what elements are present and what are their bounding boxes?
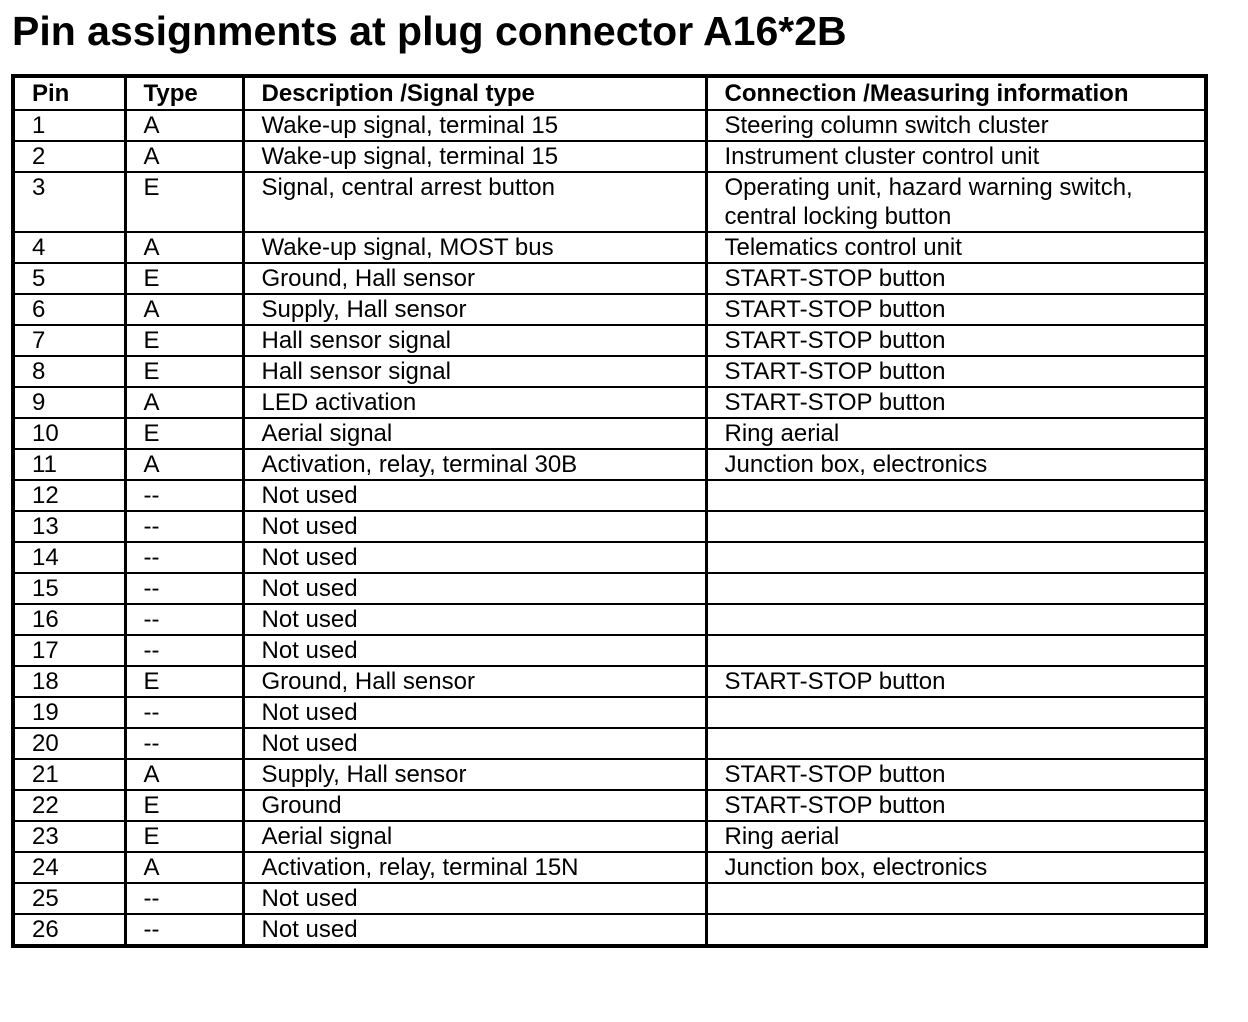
type-cell: A [125, 141, 243, 172]
description-cell: LED activation [243, 387, 706, 418]
description-cell: Supply, Hall sensor [243, 759, 706, 790]
pin-cell: 23 [13, 821, 125, 852]
description-cell: Supply, Hall sensor [243, 294, 706, 325]
pin-cell: 18 [13, 666, 125, 697]
table-row [13, 480, 1206, 511]
connection-cell: Operating unit, hazard warning switch, central locking button [706, 172, 1206, 232]
type-cell: E [125, 263, 243, 294]
table-row [13, 604, 1206, 635]
table-row [13, 294, 1206, 325]
description-cell: Activation, relay, terminal 30B [243, 449, 706, 480]
pin-cell: 12 [13, 480, 125, 511]
description-cell: Not used [243, 728, 706, 759]
pin-cell: 13 [13, 511, 125, 542]
connection-cell [706, 883, 1206, 914]
description-cell: Ground [243, 790, 706, 821]
table-row [13, 759, 1206, 790]
pin-cell: 22 [13, 790, 125, 821]
pin-cell: 11 [13, 449, 125, 480]
pin-cell: 1 [13, 110, 125, 141]
table-row [13, 511, 1206, 542]
connection-cell [706, 480, 1206, 511]
table-row [13, 883, 1206, 914]
pin-cell: 2 [13, 141, 125, 172]
table-row [13, 110, 1206, 141]
pin-cell: 20 [13, 728, 125, 759]
type-cell: E [125, 172, 243, 232]
table-row [13, 263, 1206, 294]
pin-cell: 8 [13, 356, 125, 387]
connection-cell: START-STOP button [706, 263, 1206, 294]
type-cell: A [125, 294, 243, 325]
description-cell: Not used [243, 883, 706, 914]
table-row [13, 449, 1206, 480]
header-description: Description /Signal type [243, 76, 706, 110]
connection-cell: START-STOP button [706, 759, 1206, 790]
pin-cell: 19 [13, 697, 125, 728]
table-row [13, 573, 1206, 604]
description-cell: Wake-up signal, MOST bus [243, 232, 706, 263]
pin-cell: 25 [13, 883, 125, 914]
table-row [13, 542, 1206, 573]
connection-cell: START-STOP button [706, 666, 1206, 697]
type-cell: E [125, 418, 243, 449]
type-cell: -- [125, 511, 243, 542]
connection-cell [706, 542, 1206, 573]
table-row [13, 666, 1206, 697]
type-cell: A [125, 759, 243, 790]
table-row [13, 852, 1206, 883]
description-cell: Not used [243, 480, 706, 511]
description-cell: Signal, central arrest button [243, 172, 706, 232]
connection-cell [706, 697, 1206, 728]
connection-cell: START-STOP button [706, 294, 1206, 325]
type-cell: A [125, 852, 243, 883]
description-cell: Ground, Hall sensor [243, 263, 706, 294]
table-row [13, 914, 1206, 946]
connection-cell [706, 604, 1206, 635]
header-pin: Pin [13, 76, 125, 110]
pin-cell: 4 [13, 232, 125, 263]
connection-cell [706, 573, 1206, 604]
type-cell: -- [125, 573, 243, 604]
table-row [13, 172, 1206, 232]
description-cell: Activation, relay, terminal 15N [243, 852, 706, 883]
table-row [13, 418, 1206, 449]
type-cell: A [125, 110, 243, 141]
type-cell: -- [125, 542, 243, 573]
description-cell: Aerial signal [243, 821, 706, 852]
pin-assignment-table [11, 74, 1208, 948]
type-cell: A [125, 387, 243, 418]
type-cell: E [125, 666, 243, 697]
table-header-row [13, 76, 1206, 110]
pin-cell: 17 [13, 635, 125, 666]
description-cell: Not used [243, 604, 706, 635]
type-cell: E [125, 356, 243, 387]
page-title: Pin assignments at plug connector A16*2B [12, 8, 847, 54]
description-cell: Hall sensor signal [243, 325, 706, 356]
pin-cell: 10 [13, 418, 125, 449]
table-row [13, 387, 1206, 418]
connection-cell: START-STOP button [706, 325, 1206, 356]
pin-cell: 5 [13, 263, 125, 294]
table-row [13, 356, 1206, 387]
description-cell: Wake-up signal, terminal 15 [243, 110, 706, 141]
pin-cell: 24 [13, 852, 125, 883]
pin-cell: 26 [13, 914, 125, 946]
type-cell: -- [125, 914, 243, 946]
connection-cell [706, 914, 1206, 946]
header-type: Type [125, 76, 243, 110]
pin-cell: 6 [13, 294, 125, 325]
type-cell: -- [125, 604, 243, 635]
type-cell: -- [125, 697, 243, 728]
table-row [13, 790, 1206, 821]
description-cell: Not used [243, 635, 706, 666]
connection-cell: Junction box, electronics [706, 449, 1206, 480]
pin-cell: 3 [13, 172, 125, 232]
type-cell: -- [125, 480, 243, 511]
connection-cell: Steering column switch cluster [706, 110, 1206, 141]
table-row [13, 697, 1206, 728]
type-cell: E [125, 325, 243, 356]
pin-cell: 16 [13, 604, 125, 635]
pin-cell: 9 [13, 387, 125, 418]
table-body [13, 110, 1206, 946]
connection-cell: Telematics control unit [706, 232, 1206, 263]
type-cell: E [125, 790, 243, 821]
description-cell: Not used [243, 573, 706, 604]
description-cell: Not used [243, 542, 706, 573]
table-row [13, 821, 1206, 852]
header-connection: Connection /Measuring information [706, 76, 1206, 110]
connection-cell: START-STOP button [706, 356, 1206, 387]
type-cell: A [125, 449, 243, 480]
table-row [13, 141, 1206, 172]
type-cell: -- [125, 635, 243, 666]
connection-cell: START-STOP button [706, 387, 1206, 418]
connection-cell [706, 511, 1206, 542]
pin-cell: 21 [13, 759, 125, 790]
description-cell: Aerial signal [243, 418, 706, 449]
connection-cell: START-STOP button [706, 790, 1206, 821]
pin-cell: 7 [13, 325, 125, 356]
pin-cell: 14 [13, 542, 125, 573]
description-cell: Ground, Hall sensor [243, 666, 706, 697]
connection-cell [706, 728, 1206, 759]
description-cell: Not used [243, 914, 706, 946]
type-cell: -- [125, 883, 243, 914]
connection-cell: Ring aerial [706, 821, 1206, 852]
table-row [13, 635, 1206, 666]
connection-cell: Instrument cluster control unit [706, 141, 1206, 172]
connection-cell: Junction box, electronics [706, 852, 1206, 883]
table-row [13, 232, 1206, 263]
description-cell: Wake-up signal, terminal 15 [243, 141, 706, 172]
type-cell: E [125, 821, 243, 852]
connection-cell: Ring aerial [706, 418, 1206, 449]
type-cell: -- [125, 728, 243, 759]
description-cell: Not used [243, 511, 706, 542]
pin-cell: 15 [13, 573, 125, 604]
table-row [13, 325, 1206, 356]
table-row [13, 728, 1206, 759]
type-cell: A [125, 232, 243, 263]
description-cell: Hall sensor signal [243, 356, 706, 387]
description-cell: Not used [243, 697, 706, 728]
connection-cell [706, 635, 1206, 666]
